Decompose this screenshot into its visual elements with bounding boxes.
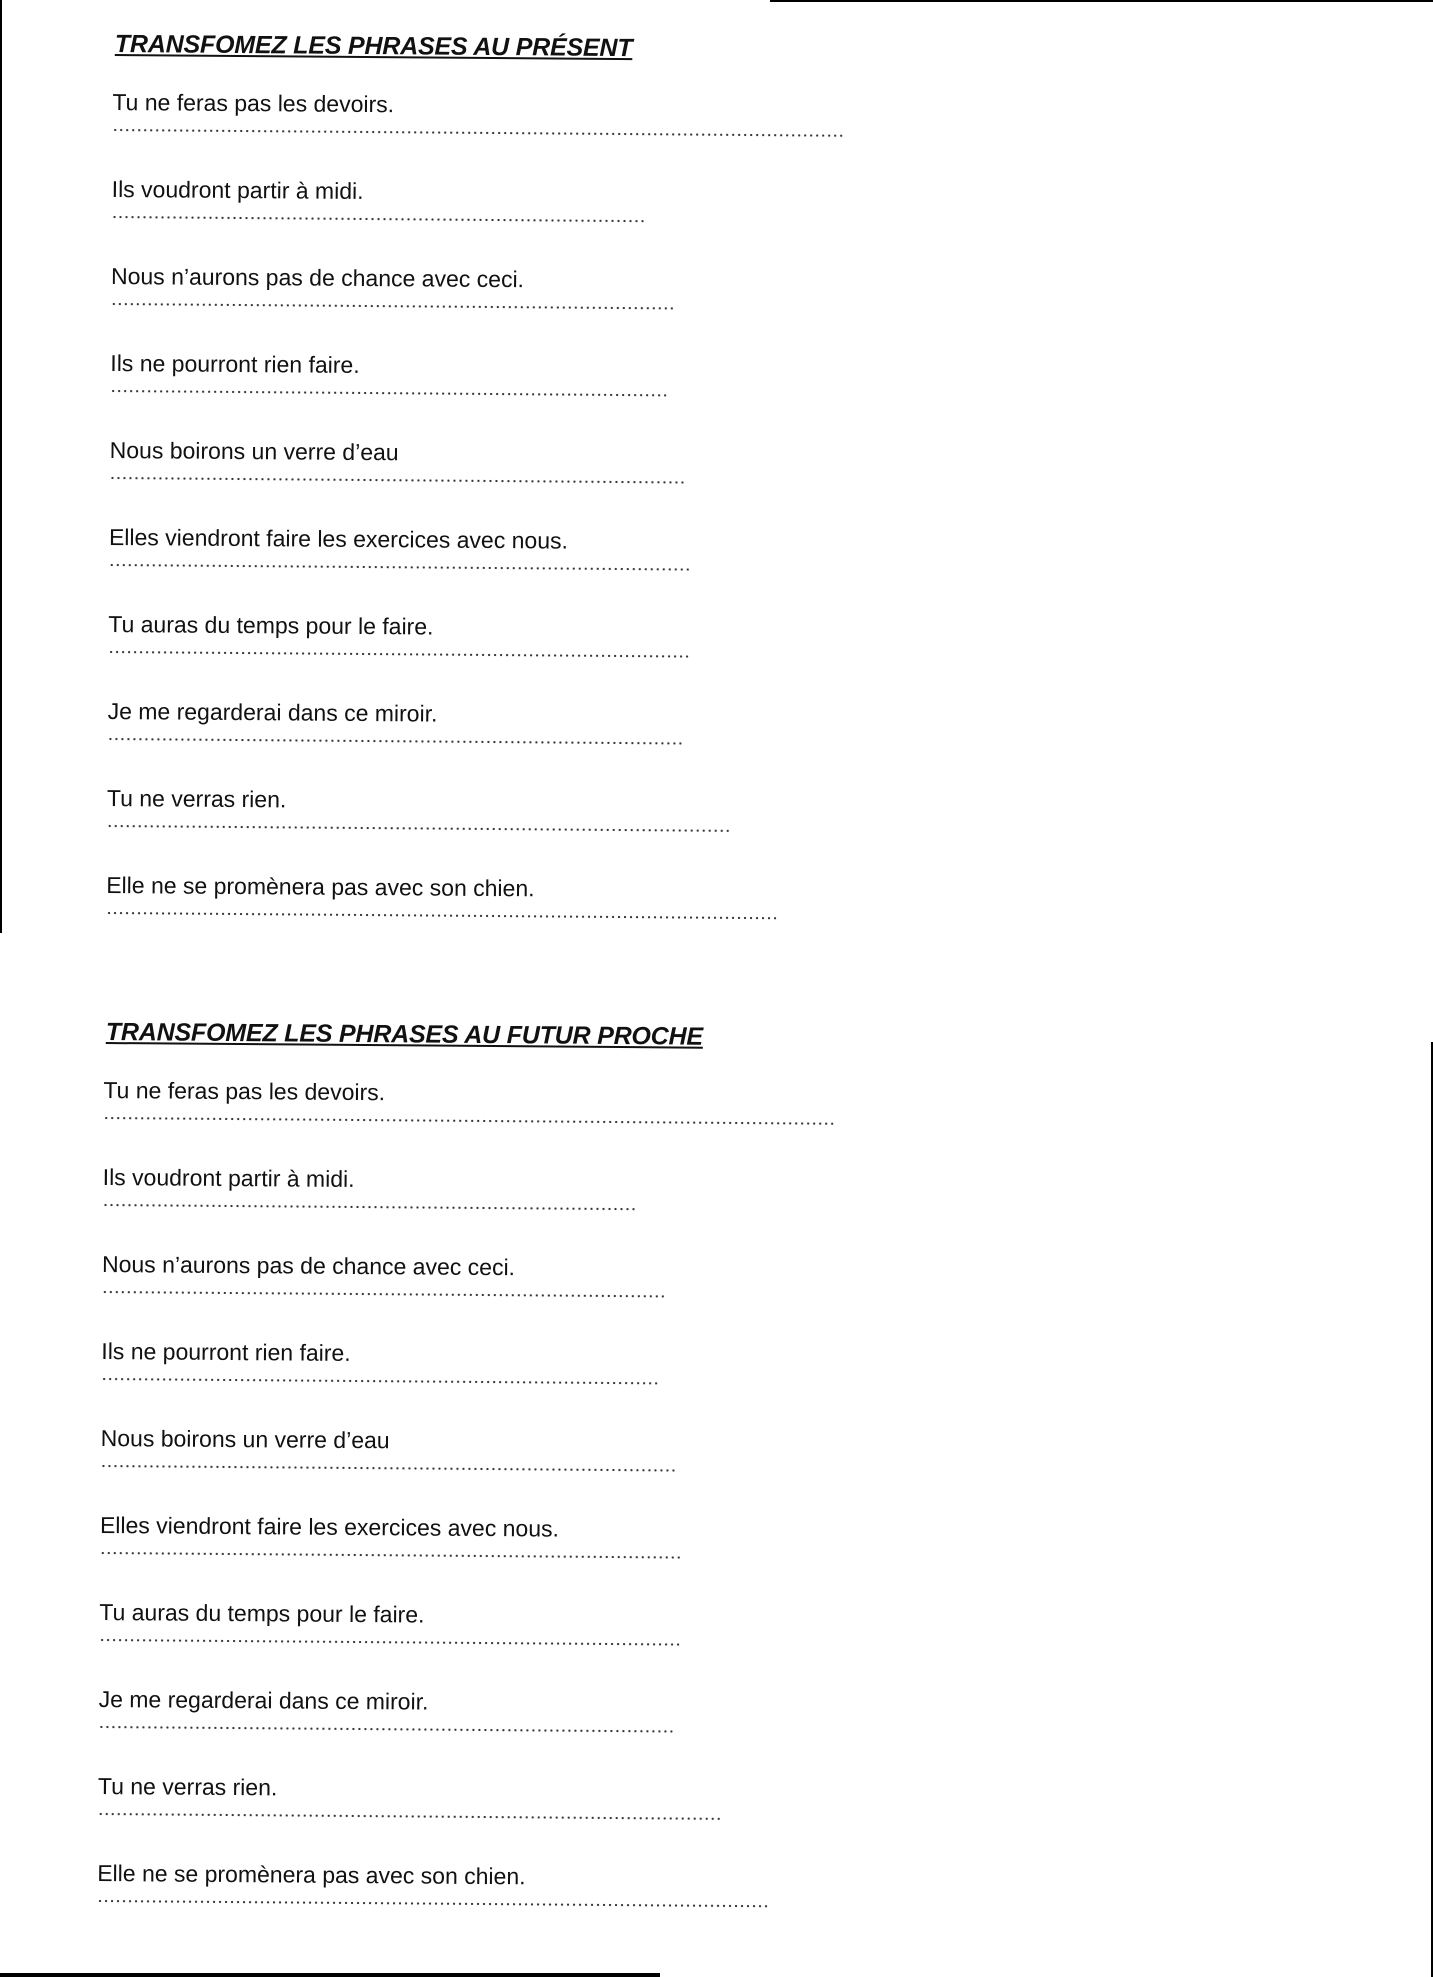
answer-dotted-line[interactable] — [100, 1551, 682, 1560]
exercise-sentence: Nous boirons un verre d’eau — [100, 1424, 390, 1454]
answer-dotted-line[interactable] — [103, 1116, 835, 1126]
exercise-item — [99, 1511, 1100, 1606]
section-title: TRANSFOMEZ LES PHRASES AU FUTUR PROCHE — [105, 1018, 704, 1051]
answer-dotted-line[interactable] — [97, 1899, 769, 1908]
exercise-item — [106, 871, 1107, 966]
answer-dotted-line[interactable] — [99, 1638, 681, 1647]
exercise-item — [108, 523, 1109, 618]
exercise-sentence: Ils ne pourront rien faire. — [101, 1337, 351, 1366]
exercise-sentence: Ils voudront partir à midi. — [111, 175, 364, 204]
exercise-sentence: Tu auras du temps pour le faire. — [99, 1598, 425, 1628]
exercise-item — [112, 88, 1113, 183]
answer-dotted-line[interactable] — [102, 1203, 636, 1211]
exercise-item — [108, 610, 1109, 705]
exercise-sentence: Nous boirons un verre d’eau — [109, 436, 399, 466]
present-exercise-section — [106, 28, 1113, 966]
answer-dotted-line[interactable] — [101, 1377, 659, 1385]
exercise-item — [111, 175, 1112, 270]
answer-dotted-line[interactable] — [102, 1290, 666, 1298]
answer-dotted-line[interactable] — [108, 650, 690, 659]
exercise-sentence: Elles viendront faire les exercices avec nous. — [108, 523, 569, 554]
exercise-item — [110, 262, 1111, 357]
exercise-item — [103, 1076, 1104, 1171]
exercise-item — [101, 1250, 1102, 1345]
exercise-item — [101, 1337, 1102, 1432]
exercise-item — [102, 1163, 1103, 1258]
exercise-sentence: Elles viendront faire les exercices avec nous. — [99, 1511, 560, 1542]
answer-dotted-line[interactable] — [111, 302, 675, 310]
section-title: TRANSFOMEZ LES PHRASES AU PRÉSENT — [114, 30, 633, 63]
exercise-sentence: Tu auras du temps pour le faire. — [108, 610, 434, 640]
answer-dotted-line[interactable] — [110, 389, 668, 397]
exercise-sentence: Je me regarderai dans ce miroir. — [98, 1685, 429, 1715]
exercise-sentence: Je me regarderai dans ce miroir. — [107, 697, 438, 727]
futur-proche-exercise-section — [97, 1016, 1104, 1954]
answer-dotted-line[interactable] — [106, 911, 778, 920]
exercise-sentence: Elle ne se promènera pas avec son chien. — [106, 871, 535, 902]
answer-dotted-line[interactable] — [107, 824, 731, 833]
answer-dotted-line[interactable] — [109, 563, 691, 572]
exercise-sentence: Tu ne verras rien. — [106, 784, 287, 813]
exercise-sentence: Nous n’aurons pas de chance avec ceci. — [101, 1250, 516, 1281]
exercise-sentence: Nous n’aurons pas de chance avec ceci. — [110, 262, 525, 293]
answer-dotted-line[interactable] — [98, 1725, 674, 1734]
exercise-item — [109, 436, 1110, 531]
answer-dotted-line[interactable] — [111, 215, 645, 223]
exercise-item — [97, 1859, 1098, 1954]
exercise-item — [98, 1685, 1099, 1780]
exercise-item — [110, 349, 1111, 444]
exercise-list — [97, 1076, 1104, 1954]
exercise-item — [97, 1772, 1098, 1867]
exercise-sentence: Ils ne pourront rien faire. — [110, 349, 360, 378]
exercise-list — [106, 88, 1113, 966]
answer-dotted-line[interactable] — [107, 737, 683, 746]
answer-dotted-line[interactable] — [100, 1464, 676, 1473]
page-edge-top — [770, 0, 1433, 2]
exercise-item — [99, 1598, 1100, 1693]
page-edge-bottom — [0, 1973, 660, 1977]
exercise-sentence: Tu ne feras pas les devoirs. — [103, 1076, 386, 1106]
answer-dotted-line[interactable] — [109, 476, 685, 485]
exercise-sentence: Tu ne feras pas les devoirs. — [112, 88, 395, 118]
exercise-item — [107, 697, 1108, 792]
exercise-item — [100, 1424, 1101, 1519]
exercise-sentence: Elle ne se promènera pas avec son chien. — [97, 1859, 526, 1890]
answer-dotted-line[interactable] — [112, 128, 844, 138]
page-edge-left — [0, 0, 2, 933]
exercise-item — [106, 784, 1107, 879]
exercise-sentence: Ils voudront partir à midi. — [102, 1163, 355, 1192]
answer-dotted-line[interactable] — [98, 1812, 722, 1821]
exercise-sentence: Tu ne verras rien. — [97, 1772, 278, 1801]
